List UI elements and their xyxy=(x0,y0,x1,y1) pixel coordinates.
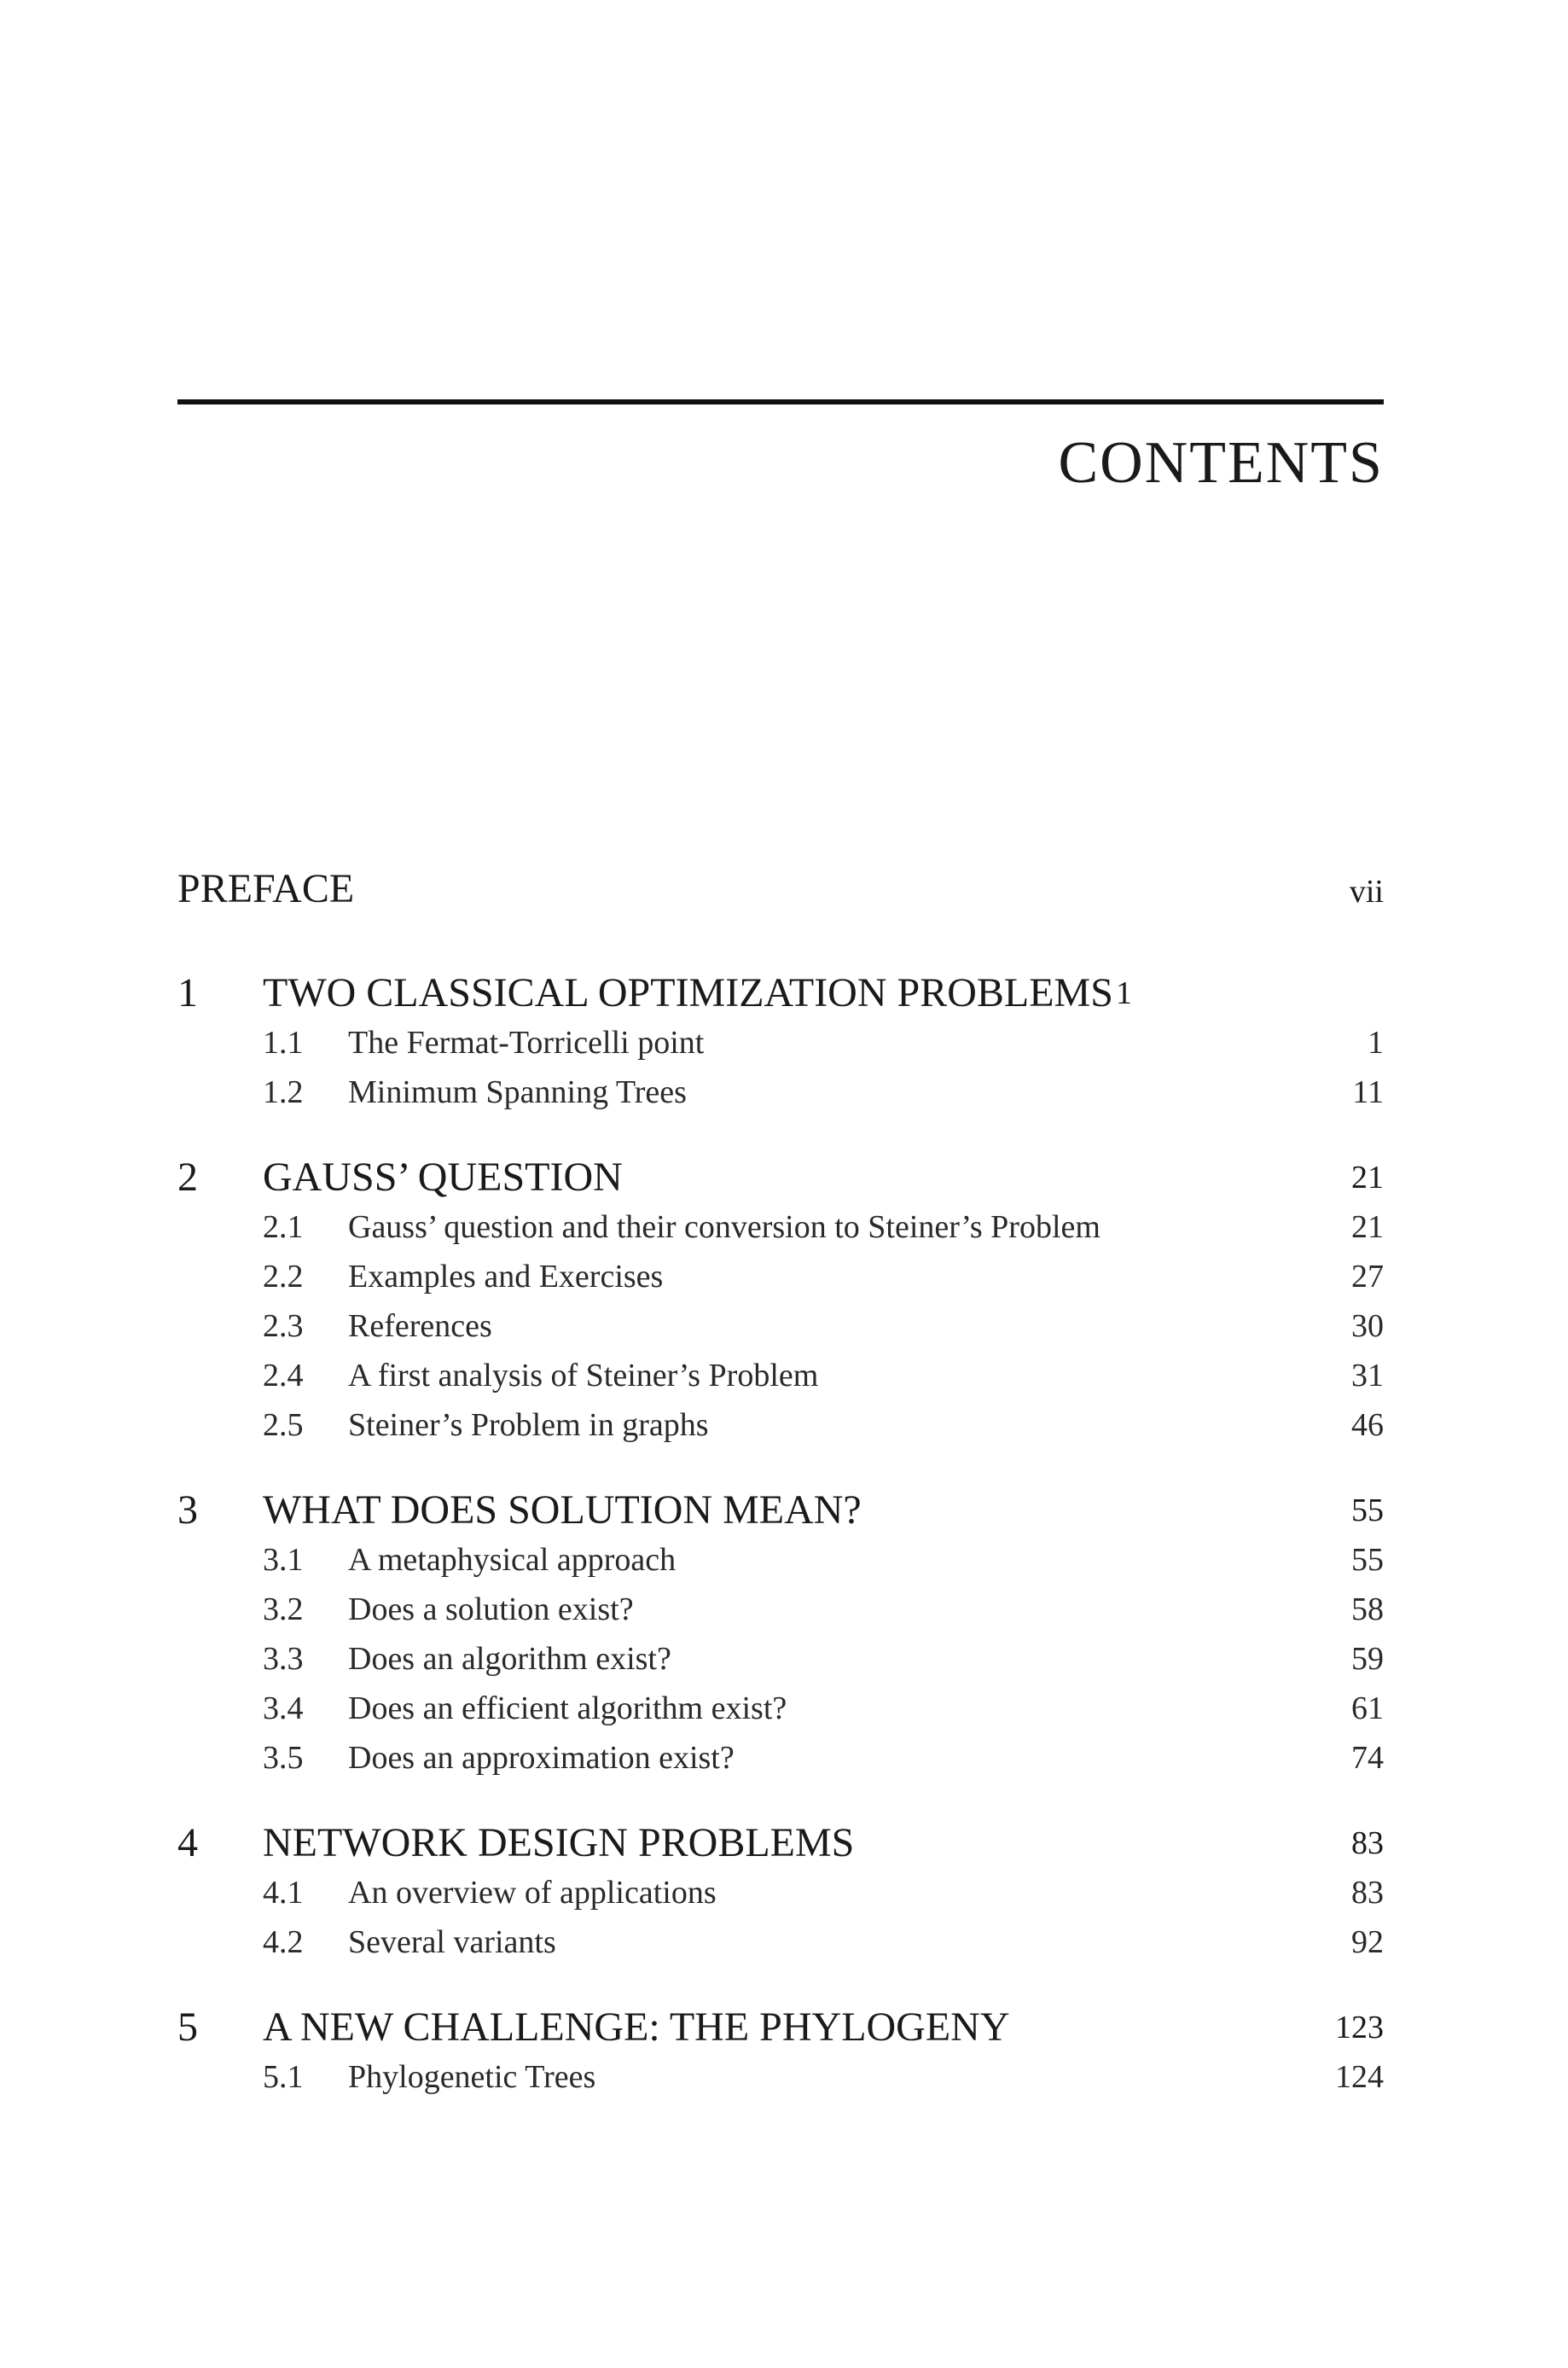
section-number: 3.5 xyxy=(263,1740,304,1776)
toc-entry-section[interactable] xyxy=(177,1535,1384,1585)
page-title: CONTENTS xyxy=(1058,430,1384,496)
section-number: 4.2 xyxy=(263,1924,304,1960)
section-title: A metaphysical approach xyxy=(348,1542,677,1578)
section-number: 3.1 xyxy=(263,1542,304,1578)
section-title: An overview of applications xyxy=(348,1875,717,1911)
section-page-number: 27 xyxy=(1351,1259,1384,1295)
section-number: 2.1 xyxy=(263,1209,304,1245)
chapter-number: 2 xyxy=(177,1155,198,1200)
chapter-title: WHAT DOES SOLUTION MEAN? xyxy=(263,1487,862,1533)
section-title: Gauss’ question and their conversion to Steiner’s Problem xyxy=(348,1209,1101,1245)
section-number: 1.1 xyxy=(263,1025,304,1061)
toc-entry-section[interactable] xyxy=(177,1868,1384,1917)
section-page-number: 74 xyxy=(1351,1740,1384,1776)
section-title: Minimum Spanning Trees xyxy=(348,1074,687,1110)
section-page-number: 1 xyxy=(1368,1025,1384,1061)
section-number: 1.2 xyxy=(263,1074,304,1110)
section-page-number: 92 xyxy=(1351,1924,1384,1960)
chapter-page-number: 1 xyxy=(1116,975,1132,1011)
section-page-number: 46 xyxy=(1351,1407,1384,1443)
section-title: Does an efficient algorithm exist? xyxy=(348,1690,787,1726)
section-page-number: 124 xyxy=(1335,2059,1384,2095)
toc-entry-section[interactable] xyxy=(177,1202,1384,1252)
section-title: The Fermat-Torricelli point xyxy=(348,1025,705,1061)
chapter-page-number: 123 xyxy=(1335,2010,1384,2045)
chapter-3 xyxy=(177,1486,1384,1783)
section-number: 3.4 xyxy=(263,1690,304,1726)
toc-entry-section[interactable] xyxy=(177,1018,1384,1068)
section-number: 2.3 xyxy=(263,1308,304,1344)
chapter-number: 1 xyxy=(177,970,198,1015)
section-page-number: 83 xyxy=(1351,1875,1384,1911)
toc-entry-section[interactable] xyxy=(177,1400,1384,1450)
section-title: References xyxy=(348,1308,492,1344)
toc-entry-chapter[interactable] xyxy=(177,2003,1384,2052)
toc-entry-chapter[interactable] xyxy=(177,1818,1384,1868)
chapter-page-number: 55 xyxy=(1351,1492,1384,1528)
toc-entry-section[interactable] xyxy=(177,1585,1384,1634)
toc-entry-chapter[interactable] xyxy=(177,1153,1384,1202)
section-title: Does an algorithm exist? xyxy=(348,1641,671,1677)
section-title: Examples and Exercises xyxy=(348,1259,664,1295)
section-number: 5.1 xyxy=(263,2059,304,2095)
section-number: 2.2 xyxy=(263,1259,304,1295)
chapter-title: GAUSS’ QUESTION xyxy=(263,1155,623,1200)
section-page-number: 21 xyxy=(1351,1209,1384,1245)
section-title: A first analysis of Steiner’s Problem xyxy=(348,1358,819,1393)
section-title: Phylogenetic Trees xyxy=(348,2059,596,2095)
section-page-number: 59 xyxy=(1351,1641,1384,1677)
chapter-number: 5 xyxy=(177,2004,198,2050)
top-rule xyxy=(177,399,1384,404)
toc-entry-section[interactable] xyxy=(177,1634,1384,1684)
toc-entry-section[interactable] xyxy=(177,1917,1384,1967)
section-page-number: 55 xyxy=(1351,1542,1384,1578)
chapter-1 xyxy=(177,969,1384,1117)
section-page-number: 30 xyxy=(1351,1308,1384,1344)
chapter-page-number: 21 xyxy=(1351,1160,1384,1196)
chapter-2 xyxy=(177,1153,1384,1450)
toc-entry-section[interactable] xyxy=(177,2052,1384,2102)
section-number: 3.2 xyxy=(263,1591,304,1627)
toc-entry-section[interactable] xyxy=(177,1252,1384,1301)
section-title: Does an approximation exist? xyxy=(348,1740,735,1776)
section-page-number: 31 xyxy=(1351,1358,1384,1393)
section-page-number: 58 xyxy=(1351,1591,1384,1627)
section-number: 4.1 xyxy=(263,1875,304,1911)
section-page-number: 11 xyxy=(1352,1074,1384,1110)
section-number: 3.3 xyxy=(263,1641,304,1677)
chapter-list xyxy=(177,969,1384,2102)
chapter-4 xyxy=(177,1818,1384,1967)
chapter-number: 4 xyxy=(177,1820,198,1865)
section-page-number: 61 xyxy=(1351,1690,1384,1726)
toc-entry-chapter[interactable] xyxy=(177,1486,1384,1535)
section-title: Several variants xyxy=(348,1924,556,1960)
preface-label: PREFACE xyxy=(177,866,355,911)
toc-entry-section[interactable] xyxy=(177,1068,1384,1117)
toc-entry-section[interactable] xyxy=(177,1351,1384,1400)
toc-entry-section[interactable] xyxy=(177,1301,1384,1351)
chapter-number: 3 xyxy=(177,1487,198,1533)
chapter-page-number: 83 xyxy=(1351,1825,1384,1861)
toc-entry-preface[interactable] xyxy=(177,862,1384,919)
toc-entry-section[interactable] xyxy=(177,1733,1384,1783)
section-number: 2.4 xyxy=(263,1358,304,1393)
toc-entry-section[interactable] xyxy=(177,1684,1384,1733)
chapter-5 xyxy=(177,2003,1384,2102)
section-title: Does a solution exist? xyxy=(348,1591,634,1627)
chapter-title: NETWORK DESIGN PROBLEMS xyxy=(263,1820,855,1865)
section-title: Steiner’s Problem in graphs xyxy=(348,1407,709,1443)
preface-page: vii xyxy=(1349,874,1384,910)
toc-entry-chapter[interactable] xyxy=(177,969,1384,1018)
chapter-title: TWO CLASSICAL OPTIMIZATION PROBLEMS xyxy=(263,970,1113,1015)
section-number: 2.5 xyxy=(263,1407,304,1443)
table-of-contents xyxy=(177,862,1384,2138)
chapter-title: A NEW CHALLENGE: THE PHYLOGENY xyxy=(263,2004,1010,2050)
